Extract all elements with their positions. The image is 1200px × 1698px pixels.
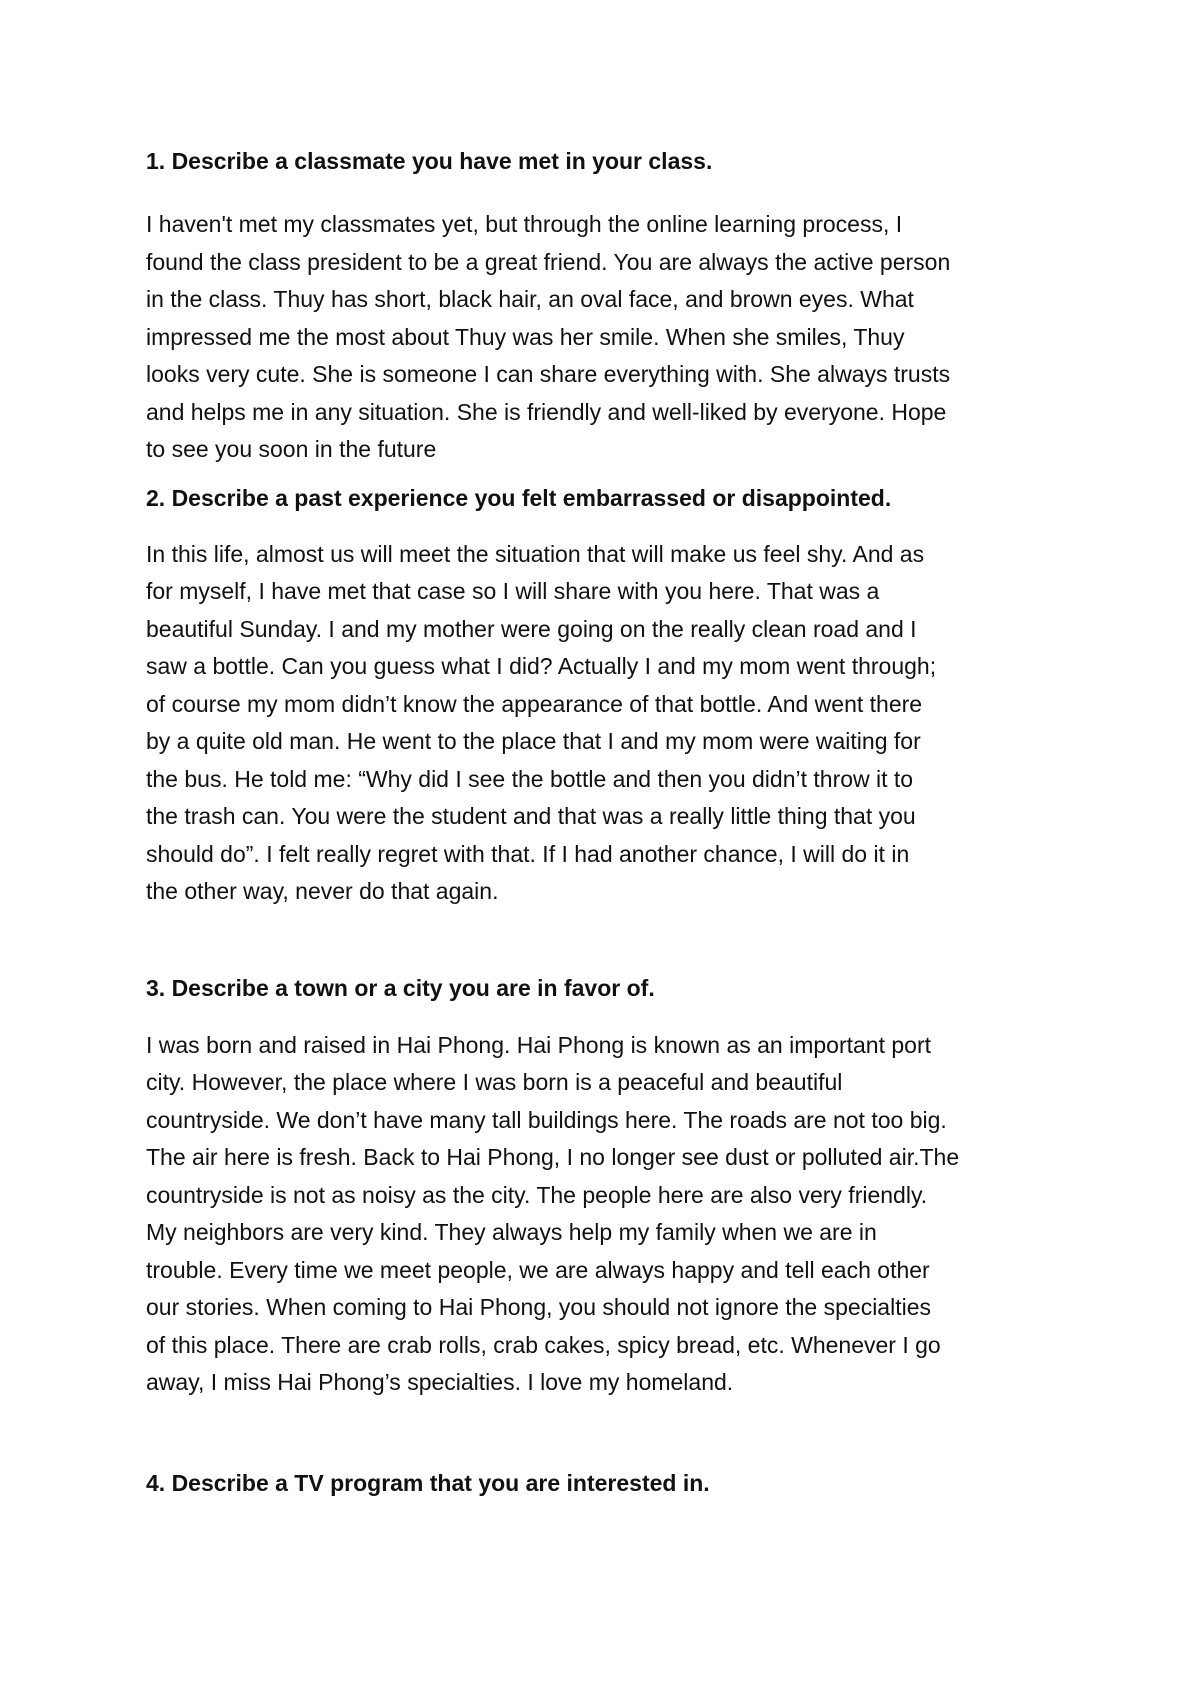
question-heading-3: 3. Describe a town or a city you are in favor of. xyxy=(146,974,655,1001)
answer-line: trouble. Every time we meet people, we are always happy and tell each other xyxy=(146,1256,930,1283)
answer-line: countryside is not as noisy as the city. The people here are also very friendly. xyxy=(146,1181,928,1208)
answer-line: to see you soon in the future xyxy=(146,436,437,462)
answer-line: saw a bottle. Can you guess what I did? Actually I and my mom went through; xyxy=(146,653,937,679)
answer-line: beautiful Sunday. I and my mother were going on the really clean road and I xyxy=(146,615,917,642)
question-heading-2: 2. Describe a past experience you felt embarrassed or disappointed. xyxy=(146,484,892,511)
answer-paragraph-3 xyxy=(146,1027,1076,1402)
document-body xyxy=(146,146,1076,1498)
answer-line: of course my mom didn’t know the appearance of that bottle. And went there xyxy=(146,690,923,717)
answer-line: the bus. He told me: “Why did I see the bottle and then you didn’t throw it to xyxy=(146,765,914,792)
answer-line: away, I miss Hai Phong’s specialties. I love my homeland. xyxy=(146,1369,734,1395)
answer-line: I haven't met my classmates yet, but through the online learning process, I xyxy=(146,211,903,237)
answer-paragraph-1 xyxy=(146,206,1076,469)
answer-line: impressed me the most about Thuy was her smile. When she smiles, Thuy xyxy=(146,323,905,350)
answer-line: found the class president to be a great friend. You are always the active person xyxy=(146,248,951,275)
answer-line: and helps me in any situation. She is friendly and well-liked by everyone. Hope xyxy=(146,398,947,425)
answer-line: of this place. There are crab rolls, crab cakes, spicy bread, etc. Whenever I go xyxy=(146,1331,941,1358)
answer-line: In this life, almost us will meet the situation that will make us feel shy. And as xyxy=(146,540,925,567)
answer-line: in the class. Thuy has short, black hair, an oval face, and brown eyes. What xyxy=(146,286,914,312)
answer-line: countryside. We don’t have many tall buildings here. The roads are not too big. xyxy=(146,1106,947,1133)
answer-line: I was born and raised in Hai Phong. Hai Phong is known as an important port xyxy=(146,1031,931,1058)
answer-paragraph-2 xyxy=(146,536,1076,911)
answer-line: The air here is fresh. Back to Hai Phong, I no longer see dust or polluted air.The xyxy=(146,1144,960,1170)
answer-line: My neighbors are very kind. They always help my family when we are in xyxy=(146,1219,877,1245)
answer-line: for myself, I have met that case so I will share with you here. That was a xyxy=(146,578,880,604)
answer-line: by a quite old man. He went to the place that I and my mom were waiting for xyxy=(146,728,921,754)
answer-line: city. However, the place where I was born is a peaceful and beautiful xyxy=(146,1069,843,1095)
answer-line: the trash can. You were the student and that was a really little thing that you xyxy=(146,803,916,829)
answer-line: the other way, never do that again. xyxy=(146,878,499,904)
answer-line: looks very cute. She is someone I can share everything with. She always trusts xyxy=(146,361,951,387)
question-heading-1: 1. Describe a classmate you have met in your class. xyxy=(146,148,713,174)
question-heading-4: 4. Describe a TV program that you are interested in. xyxy=(146,1469,710,1496)
answer-line: should do”. I felt really regret with that. If I had another chance, I will do it in xyxy=(146,840,910,867)
answer-line: our stories. When coming to Hai Phong, you should not ignore the specialties xyxy=(146,1294,931,1320)
